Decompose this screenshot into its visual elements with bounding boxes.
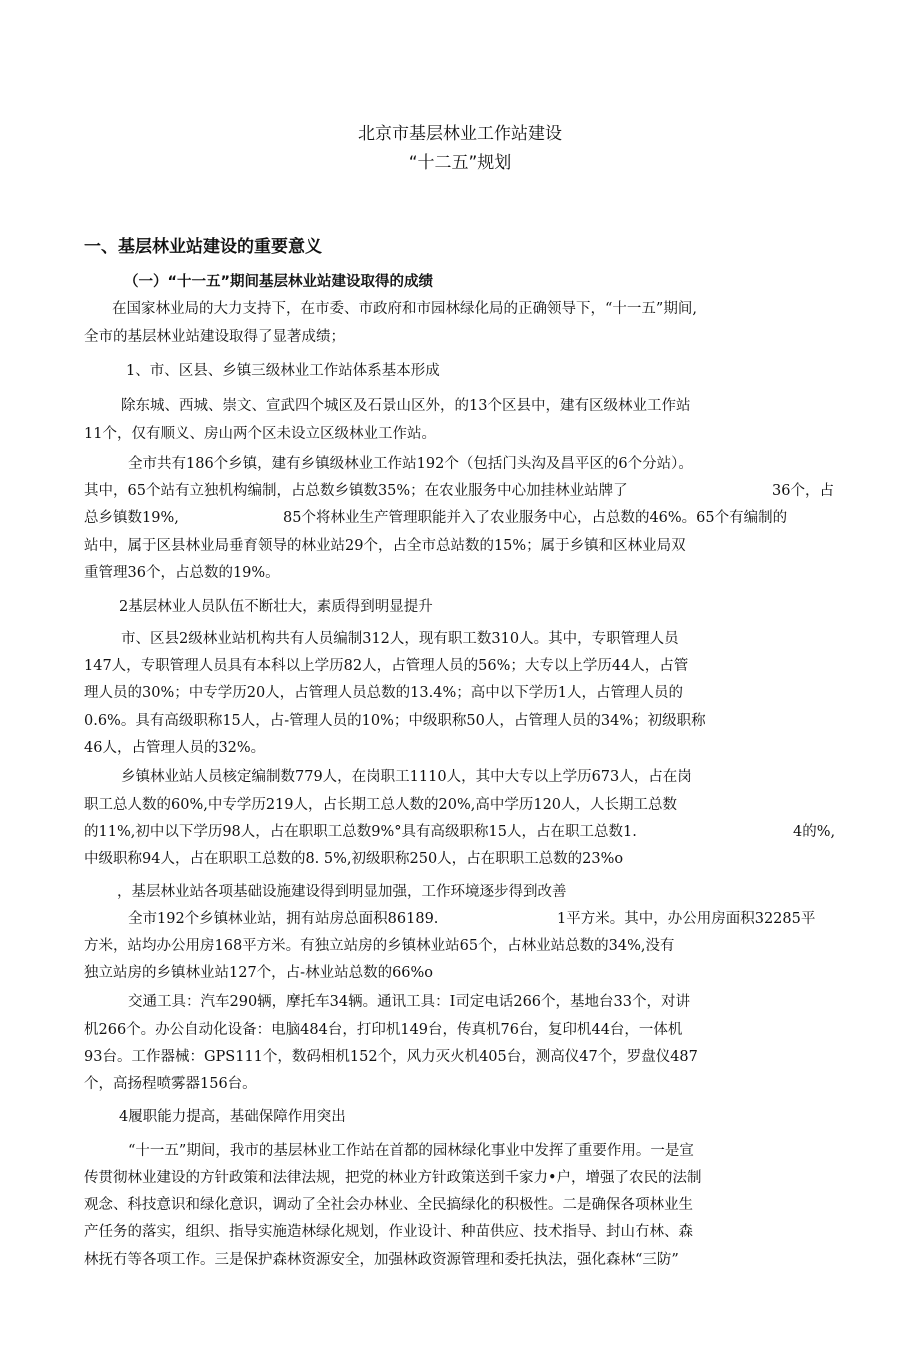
paragraph-line: 个，高扬程喷雾器156台。 (84, 1076, 257, 1092)
item-heading: ，基层林业站各项基础设施建设得到明显加强，工作环境逐步得到改善 (117, 884, 567, 900)
paragraph-line: 乡镇林业站人员核定编制数779人，在岗职工1110人，其中大专以上学历673人，占在岗 (121, 769, 692, 785)
paragraph-line: 除东城、西城、崇文、宣武四个城区及石景山区外，的13个区县中，建有区级林业工作站 (121, 398, 691, 414)
paragraph-line: “十一五”期间，我市的基层林业工作站在首都的园林绿化事业中发挥了重要作用。一是宣 (128, 1143, 694, 1159)
paragraph-line: 全市的基层林业站建设取得了显著成绩； (84, 329, 345, 345)
paragraph-line: 独立站房的乡镇林业站127个，占-林业站总数的66%o (84, 965, 434, 981)
paragraph-line: 站中，属于区县林业局垂育领导的林业站29个，占全市总站数的15%；属于乡镇和区林业局双 (84, 538, 686, 554)
paragraph-line: 全市共有186个乡镇，建有乡镇级林业工作站192个（包括门头沟及昌平区的6个分站）。 (128, 456, 693, 472)
paragraph-line: 其中，65个站有立独机构编制，占总数乡镇数35%；在农业服务中心加挂林业站牌了 (84, 483, 628, 499)
paragraph-line: 在国家林业局的大力支持下，在市委、市政府和市园林绿化局的正确领导下，“十一五”期间, (112, 301, 697, 317)
paragraph-line: 观念、科技意识和绿化意识，调动了全社会办林业、全民搞绿化的积极性。二是确保各项林业生 (84, 1197, 693, 1213)
paragraph-line: 产任务的落实，组织、指导实施造林绿化规划，作业设计、种苗供应、技术指导、封山冇林、森 (84, 1224, 693, 1240)
paragraph-line: 方米，站均办公用房168平方米。有独立站房的乡镇林业站65个，占林业站总数的34%,没有 (84, 938, 675, 954)
paragraph-line: 全市192个乡镇林业站，拥有站房总面积86189. (128, 911, 439, 927)
paragraph-line: 职工总人数的60%,中专学历219人，占长期工总人数的20%,高中学历120人，人长期工总数 (84, 797, 678, 813)
paragraph-line: 市、区县2级林业站机构共有人员编制312人，现有职工数310人。其中，专职管理人员 (121, 631, 679, 647)
paragraph-line: 中级职称94人，占在职职工总数的8. 5%,初级职称250人，占在职职工总数的23%o (84, 851, 624, 867)
paragraph-line: 传贯彻林业建设的方针政策和法律法规，把党的林业方针政策送到千家力•户，增强了农民的法制 (84, 1170, 702, 1186)
paragraph-line: 交通工具：汽车290辆，摩托车34辆。通讯工具：I司定电话266个，基地台33个，对讲 (128, 994, 690, 1010)
paragraph-line: 林抚冇等各项工作。三是保护森林资源安全，加强林政资源管理和委托执法，强化森林“三防” (84, 1252, 679, 1268)
item-heading: 2基层林业人员队伍不断壮大，素质得到明显提升 (119, 599, 433, 615)
paragraph-line: 理人员的30%；中专学历20人，占管理人员总数的13.4%；高中以下学历1人，占管理人员的 (84, 685, 683, 701)
paragraph-line: 46人，占管理人员的32%。 (84, 740, 266, 756)
paragraph-line: 总乡镇数19%, (84, 510, 179, 526)
subsection-heading: （一）“十一五”期间基层林业站建设取得的成绩 (124, 274, 434, 290)
section-heading: 一、基层林业站建设的重要意义 (84, 237, 322, 257)
paragraph-line-fragment: 36个，占 (772, 483, 834, 499)
paragraph-line: 机266个。办公自动化设备：电脑484台，打印机149台，传真机76台，复印机44台，一体机 (84, 1022, 683, 1038)
paragraph-line-fragment: 4的%, (793, 824, 836, 840)
item-heading: 1、市、区县、乡镇三级林业工作站体系基本形成 (126, 363, 440, 379)
document-title: 北京市基层林业工作站建设 (358, 124, 562, 144)
paragraph-line: 重管理36个，占总数的19%。 (84, 565, 280, 581)
document-subtitle: “十二五”规划 (408, 153, 512, 173)
paragraph-line: 的11%,初中以下学历98人，占在职职工总数9%°具有高级职称15人，占在职工总数1. (84, 824, 637, 840)
item-heading: 4履职能力提高，基础保障作用突出 (119, 1109, 346, 1125)
paragraph-line: 147人，专职管理人员具有本科以上学历82人，占管理人员的56%；大专以上学历44人，占管 (84, 658, 689, 674)
paragraph-line: 0.6%。具有高级职称15人，占-管理人员的10%；中级职称50人，占管理人员的34%；初级职称 (84, 713, 706, 729)
paragraph-line-fragment: 1平方米。其中，办公用房面积32285平 (557, 911, 816, 927)
paragraph-line: 11个，仅有顺义、房山两个区未设立区级林业工作站。 (84, 426, 436, 442)
paragraph-line: 93台。工作器械：GPS111个，数码相机152个，风力灭火机405台，测高仪47个，罗盘仪487 (84, 1049, 698, 1065)
paragraph-line-fragment: 85个将林业生产管理职能并入了农业服务中心，占总数的46%。65个有编制的 (283, 510, 788, 526)
